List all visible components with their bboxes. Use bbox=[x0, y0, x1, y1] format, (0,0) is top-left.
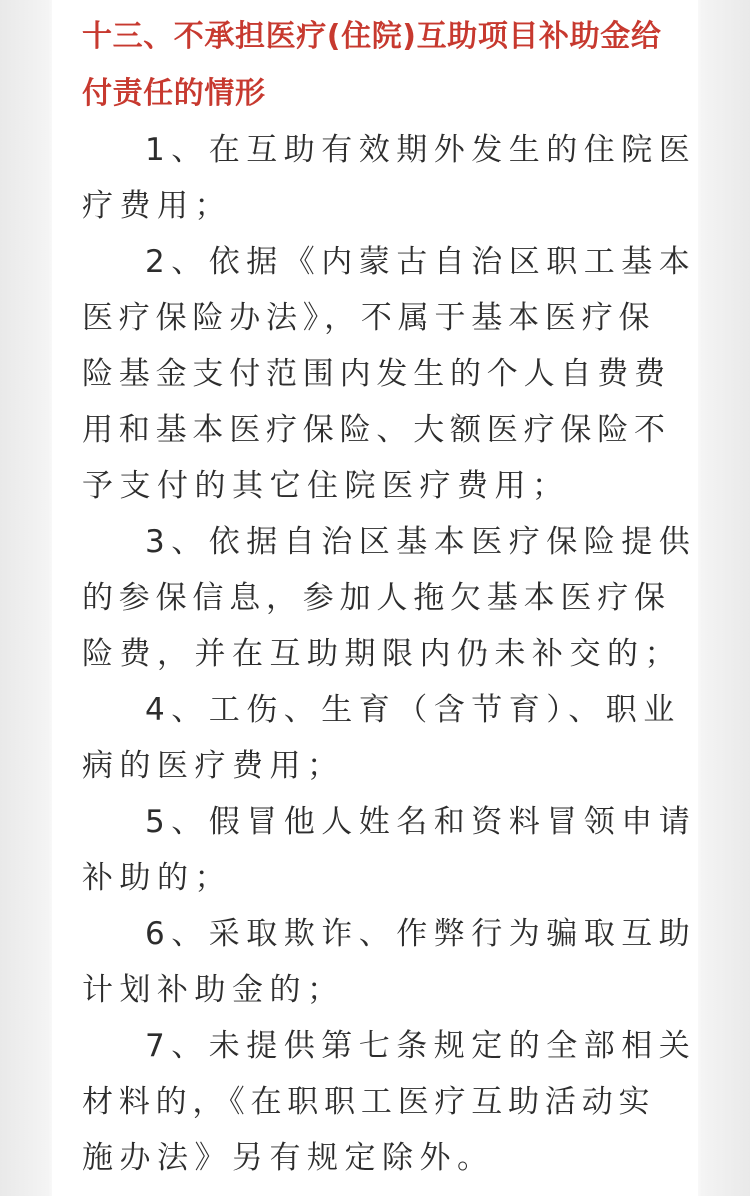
document-content bbox=[82, 8, 697, 1186]
exclusion-list bbox=[82, 122, 697, 1186]
section-title: 十三、不承担医疗(住院)互助项目补助金给付责任的情形 bbox=[82, 19, 662, 111]
exclusion-item-4 bbox=[82, 682, 681, 794]
exclusion-item-5-line-1: 5、假冒他人姓名和资料冒领申请 bbox=[145, 804, 697, 840]
exclusion-item-7-line-1: 7、未提供第七条规定的全部相关 bbox=[145, 1028, 697, 1064]
exclusion-item-2-line-3: 险基金支付范围内发生的个人自费费 bbox=[82, 356, 671, 392]
exclusion-item-2 bbox=[82, 234, 697, 514]
exclusion-item-3 bbox=[82, 514, 697, 682]
exclusion-item-3-line-2: 的参保信息，参加人拖欠基本医疗保 bbox=[82, 580, 671, 616]
exclusion-item-5-line-2: 补助的； bbox=[82, 860, 232, 896]
exclusion-item-4-line-1: 4、工伤、生育（含节育）、职业 bbox=[145, 692, 681, 728]
exclusion-item-2-line-5: 予支付的其它住院医疗费用； bbox=[82, 468, 570, 504]
exclusion-item-7-line-2: 材料的，《在职职工医疗互助活动实 bbox=[82, 1084, 656, 1120]
exclusion-item-2-line-1: 2、依据《内蒙古自治区职工基本 bbox=[145, 244, 697, 280]
exclusion-item-6 bbox=[82, 906, 697, 1018]
exclusion-item-2-line-2: 医疗保险办法》，不属于基本医疗保 bbox=[82, 300, 656, 336]
exclusion-item-4-line-2: 病的医疗费用； bbox=[82, 748, 345, 784]
exclusion-item-5 bbox=[82, 794, 697, 906]
exclusion-item-7 bbox=[82, 1018, 697, 1186]
exclusion-item-6-line-1: 6、采取欺诈、作弊行为骗取互助 bbox=[145, 916, 697, 952]
exclusion-item-1 bbox=[82, 122, 697, 234]
exclusion-item-3-line-1: 3、依据自治区基本医疗保险提供 bbox=[145, 524, 697, 560]
exclusion-item-6-line-2: 计划补助金的； bbox=[82, 972, 345, 1008]
exclusion-item-7-line-3: 施办法》另有规定除外。 bbox=[82, 1140, 495, 1176]
exclusion-item-1-line-2: 疗费用； bbox=[82, 188, 232, 224]
exclusion-item-3-line-3: 险费，并在互助期限内仍未补交的； bbox=[82, 636, 682, 672]
exclusion-item-1-line-1: 1、在互助有效期外发生的住院医 bbox=[145, 132, 697, 168]
exclusion-item-2-line-4: 用和基本医疗保险、大额医疗保险不 bbox=[82, 412, 671, 448]
